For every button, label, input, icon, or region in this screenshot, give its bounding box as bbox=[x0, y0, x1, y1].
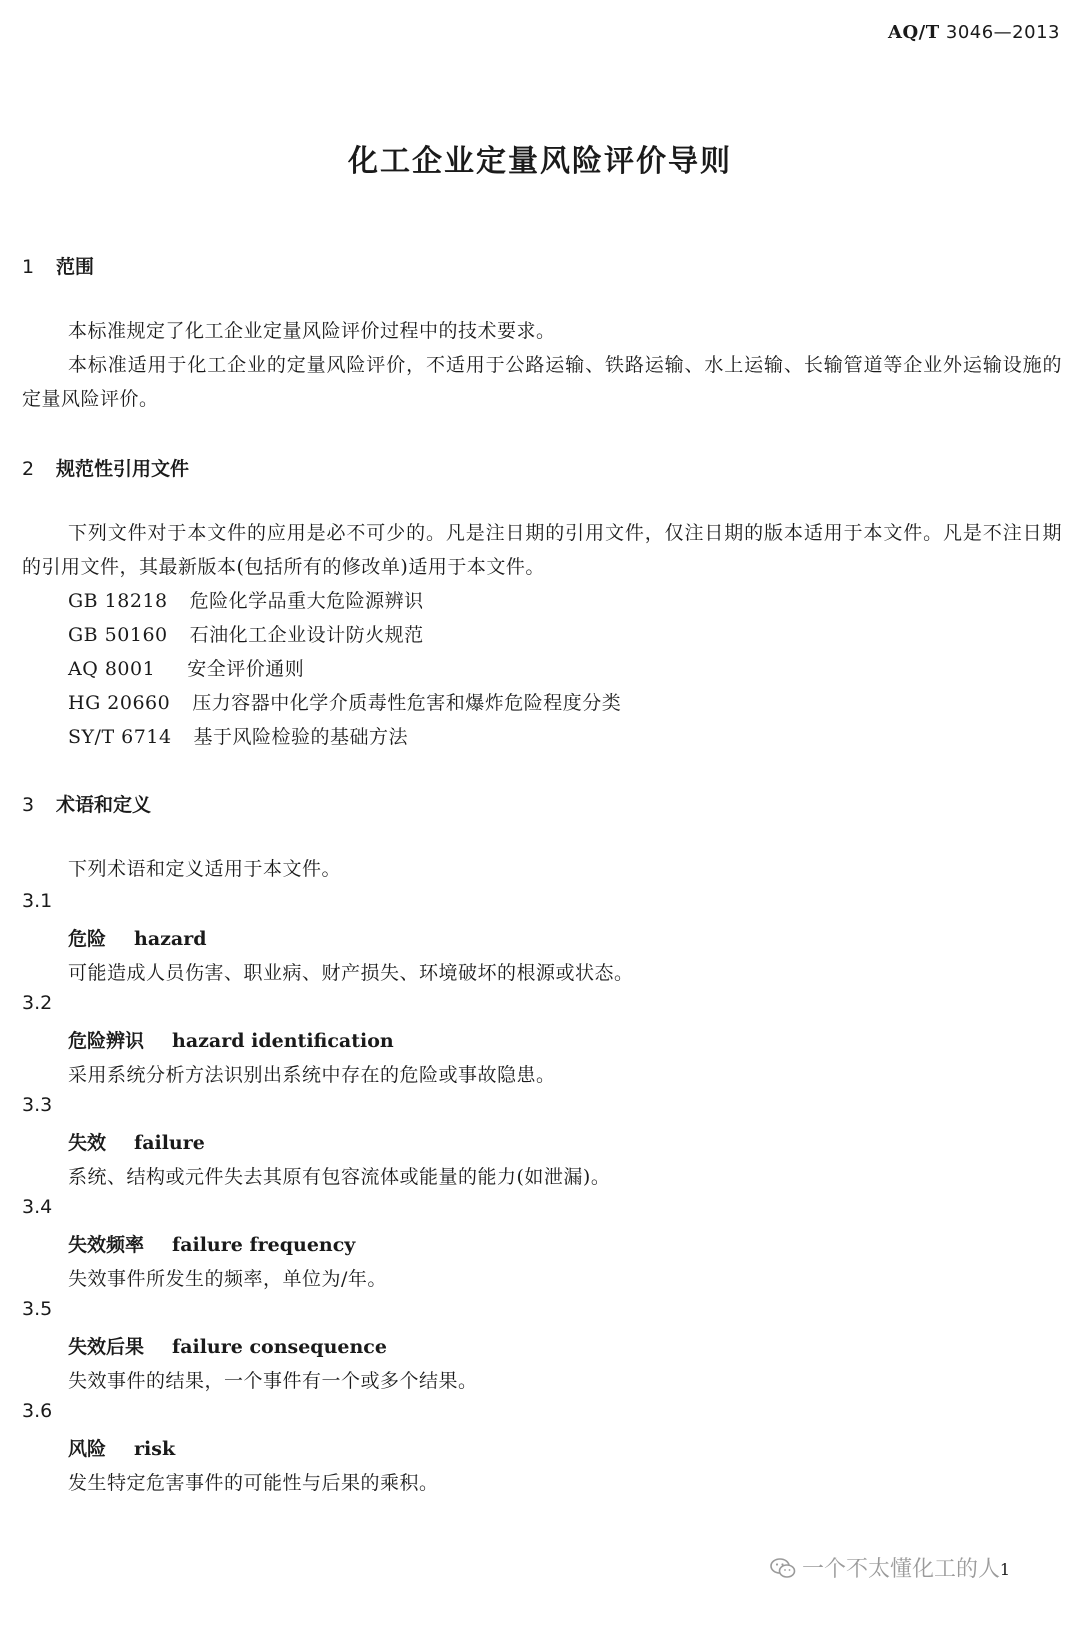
section-3-title: 术语和定义 bbox=[56, 794, 152, 816]
term-name bbox=[68, 924, 207, 951]
reference-item bbox=[68, 652, 304, 686]
reference-code: HG 20660 bbox=[68, 692, 171, 714]
section-1-heading bbox=[22, 252, 94, 279]
reference-title: 基于风险检验的基础方法 bbox=[193, 726, 409, 748]
section-3-number: 3 bbox=[22, 794, 35, 816]
term-name-cn: 风险 bbox=[68, 1438, 107, 1460]
term-name-cn: 失效 bbox=[68, 1132, 107, 1154]
section-3-paragraph: 下列术语和定义适用于本文件。 bbox=[68, 858, 342, 880]
term-name-en: failure frequency bbox=[172, 1234, 356, 1256]
reference-item bbox=[68, 584, 424, 618]
reference-title: 安全评价通则 bbox=[187, 658, 305, 680]
term-definition: 失效事件的结果，一个事件有一个或多个结果。 bbox=[68, 1370, 478, 1392]
term-name bbox=[68, 1026, 394, 1053]
standard-code-prefix: AQ/T bbox=[888, 22, 940, 43]
term-definition: 发生特定危害事件的可能性与后果的乘积。 bbox=[68, 1472, 439, 1494]
section-1-title: 范围 bbox=[56, 256, 95, 278]
term-definition: 失效事件所发生的频率，单位为/年。 bbox=[68, 1268, 387, 1290]
section-2-number: 2 bbox=[22, 458, 35, 480]
reference-item bbox=[68, 720, 408, 754]
term-name-en: failure bbox=[134, 1132, 205, 1154]
term-name-en: failure consequence bbox=[172, 1336, 387, 1358]
term-name-cn: 危险辨识 bbox=[68, 1030, 145, 1052]
section-2-paragraph: 下列文件对于本文件的应用是必不可少的。凡是注日期的引用文件，仅注日期的版本适用于本文件。凡是不注日期的引用文件，其最新版本(包括所有的修改单)适用于本文件。 bbox=[22, 522, 1062, 578]
term-name-cn: 失效后果 bbox=[68, 1336, 145, 1358]
section-1-paragraph-2: 本标准适用于化工企业的定量风险评价，不适用于公路运输、铁路运输、水上运输、长输管道等企业外运输设施的定量风险评价。 bbox=[22, 354, 1062, 410]
term-number: 3.2 bbox=[22, 992, 53, 1014]
reference-code: SY/T 6714 bbox=[68, 726, 172, 748]
term-number: 3.5 bbox=[22, 1298, 53, 1320]
reference-title: 压力容器中化学介质毒性危害和爆炸危险程度分类 bbox=[192, 692, 622, 714]
reference-title: 危险化学品重大危险源辨识 bbox=[189, 590, 424, 612]
reference-item bbox=[68, 686, 621, 720]
page-number: 1 bbox=[999, 1560, 1010, 1579]
term-name bbox=[68, 1128, 205, 1155]
standard-code bbox=[888, 22, 1060, 43]
reference-code: GB 18218 bbox=[68, 590, 168, 612]
watermark-text: 一个不太懂化工的人 bbox=[801, 1557, 1000, 1582]
term-name-en: risk bbox=[134, 1438, 176, 1460]
section-1-paragraph-1: 本标准规定了化工企业定量风险评价过程中的技术要求。 bbox=[68, 320, 556, 342]
reference-code: GB 50160 bbox=[68, 624, 168, 646]
section-2-heading bbox=[22, 454, 189, 481]
term-number: 3.4 bbox=[22, 1196, 53, 1218]
standard-code-number: 3046—2013 bbox=[945, 22, 1060, 43]
reference-code: AQ 8001 bbox=[68, 658, 156, 680]
section-1-number: 1 bbox=[22, 256, 35, 278]
term-number: 3.1 bbox=[22, 890, 53, 912]
term-name-cn: 危险 bbox=[68, 928, 107, 950]
wechat-icon bbox=[770, 1557, 796, 1579]
term-definition: 系统、结构或元件失去其原有包容流体或能量的能力(如泄漏)。 bbox=[68, 1166, 611, 1188]
document-title: 化工企业定量风险评价导则 bbox=[348, 144, 732, 179]
section-2-title: 规范性引用文件 bbox=[56, 458, 190, 480]
term-name bbox=[68, 1230, 355, 1257]
term-number: 3.6 bbox=[22, 1400, 53, 1422]
term-definition: 可能造成人员伤害、职业病、财产损失、环境破坏的根源或状态。 bbox=[68, 962, 634, 984]
term-definition: 采用系统分析方法识别出系统中存在的危险或事故隐患。 bbox=[68, 1064, 556, 1086]
term-name bbox=[68, 1434, 175, 1461]
term-name-en: hazard bbox=[134, 928, 207, 950]
term-name-cn: 失效频率 bbox=[68, 1234, 145, 1256]
section-3-heading bbox=[22, 790, 151, 817]
term-name bbox=[68, 1332, 387, 1359]
term-name-en: hazard identification bbox=[172, 1030, 394, 1052]
watermark bbox=[770, 1552, 1000, 1583]
reference-title: 石油化工企业设计防火规范 bbox=[189, 624, 424, 646]
reference-item bbox=[68, 618, 424, 652]
term-number: 3.3 bbox=[22, 1094, 53, 1116]
